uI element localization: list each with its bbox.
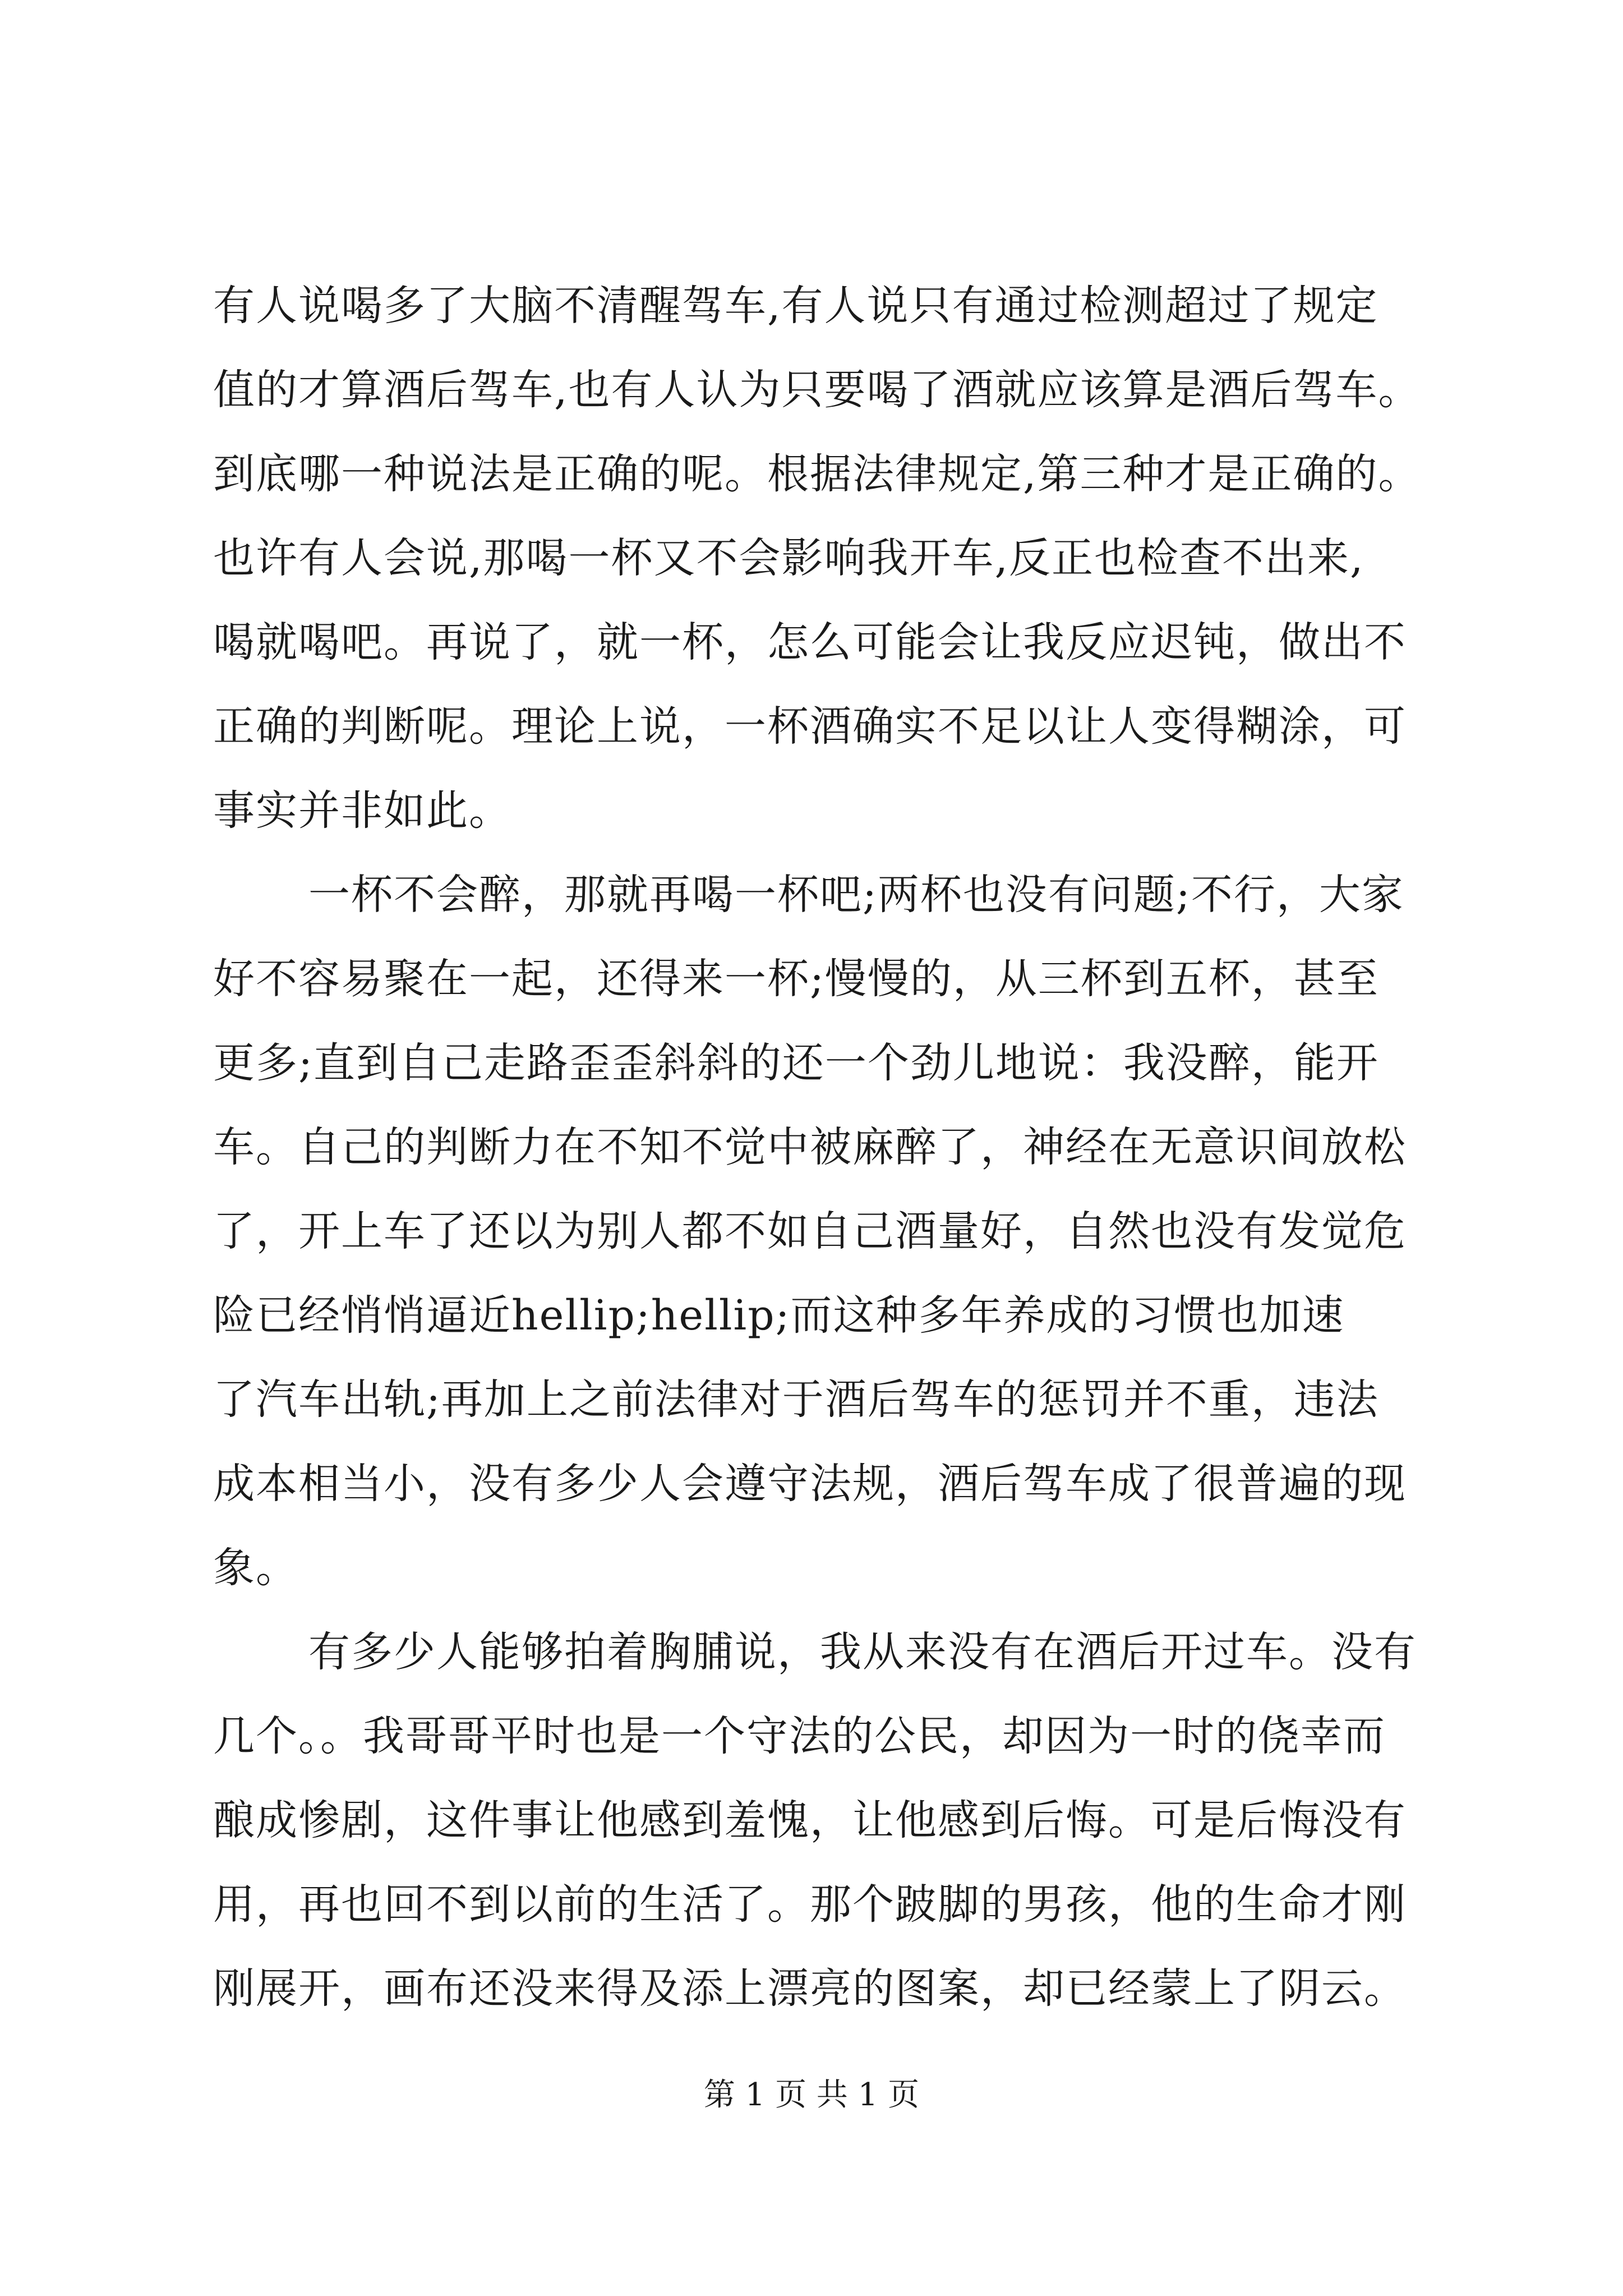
text-line: 几个。。我哥哥平时也是一个守法的公民，却因为一时的侥幸而 — [213, 1712, 1386, 1760]
text-line: 正确的判断呢。理论上说，一杯酒确实不足以让人变得糊涂，可 — [213, 702, 1407, 751]
paragraph-3 — [213, 1610, 1419, 2031]
text-line: 险已经悄悄逼近hellip;hellip;而这种多年养成的习惯也加速 — [213, 1291, 1345, 1340]
text-line: 成本相当小，没有多少人会遵守法规，酒后驾车成了很普遍的现 — [213, 1460, 1407, 1508]
text-line: 更多;直到自己走路歪歪斜斜的还一个劲儿地说：我没醉，能开 — [213, 1039, 1379, 1087]
text-line: 喝就喝吧。再说了，就一杯，怎么可能会让我反应迟钝，做出不 — [213, 618, 1407, 666]
text-line: 有多少人能够拍着胸脯说，我从来没有在酒后开过车。没有 — [308, 1628, 1417, 1676]
paragraph-2 — [213, 853, 1419, 1610]
text-line: 值的才算酒后驾车,也有人认为只要喝了酒就应该算是酒后驾车。 — [213, 366, 1421, 414]
text-line: 了汽车出轨;再加上之前法律对于酒后驾车的惩罚并不重，违法 — [213, 1375, 1379, 1424]
text-line: 一杯不会醉，那就再喝一杯吧;两杯也没有问题;不行，大家 — [308, 871, 1404, 919]
text-line: 车。自己的判断力在不知不觉中被麻醉了，神经在无意识间放松 — [213, 1123, 1407, 1171]
text-line: 好不容易聚在一起，还得来一杯;慢慢的，从三杯到五杯，甚至 — [213, 955, 1379, 1003]
paragraph-1 — [213, 264, 1419, 853]
text-line: 到底哪一种说法是正确的呢。根据法律规定,第三种才是正确的。 — [213, 450, 1421, 498]
text-line: 刚展开，画布还没来得及添上漂亮的图案，却已经蒙上了阴云。 — [213, 1964, 1407, 2013]
text-line: 了，开上车了还以为别人都不如自己酒量好，自然也没有发觉危 — [213, 1207, 1407, 1255]
text-line: 象。 — [213, 1544, 298, 1592]
text-line: 酿成惨剧，这件事让他感到羞愧，让他感到后悔。可是后悔没有 — [213, 1796, 1407, 1844]
page-footer — [0, 2073, 1623, 2118]
document-body — [213, 264, 1419, 2031]
page-number-label: 第 1 页 共 1 页 — [703, 2077, 920, 2113]
text-line: 用，再也回不到以前的生活了。那个跛脚的男孩，他的生命才刚 — [213, 1880, 1407, 1929]
text-line: 有人说喝多了大脑不清醒驾车,有人说只有通过检测超过了规定 — [213, 282, 1378, 330]
text-line: 事实并非如此。 — [213, 786, 511, 835]
text-line: 也许有人会说,那喝一杯又不会影响我开车,反正也检查不出来, — [213, 534, 1364, 582]
